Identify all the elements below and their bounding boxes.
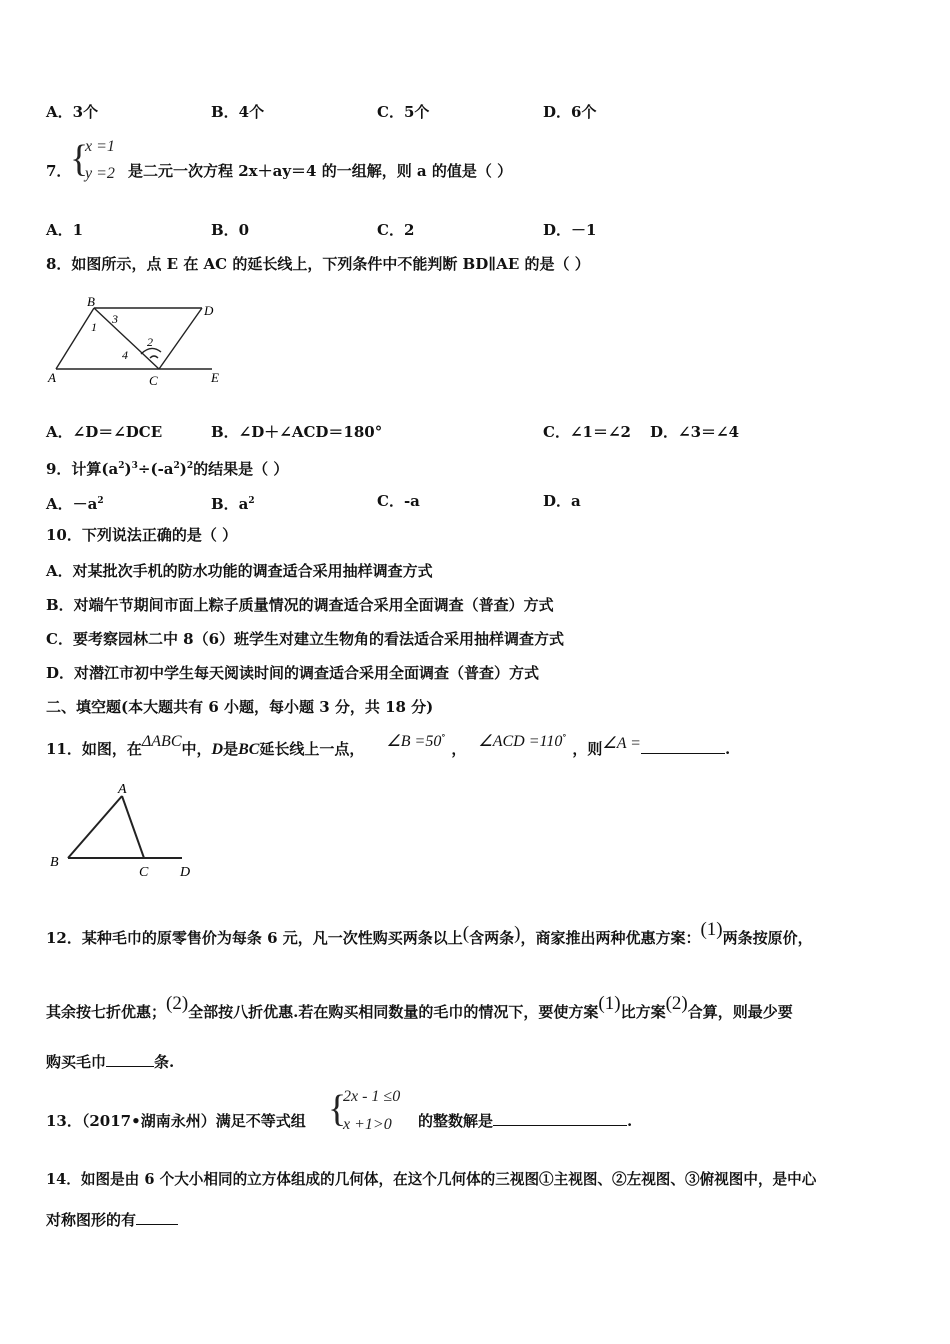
q9-sup4: 2 — [186, 461, 194, 471]
q8-label-2: 2 — [147, 335, 153, 349]
q10-option-b: B．对端午节期间市面上粽子质量情况的调查适合采用全面调查（普查）方式 — [46, 596, 554, 614]
q11-t2: 是 — [223, 740, 239, 758]
q11-t3: 延长线上一点， — [259, 740, 365, 758]
q13-text-label: 的整数解是 — [418, 1112, 494, 1130]
q9-sup1: 2 — [118, 461, 125, 471]
q6-option-c: C．5个 — [377, 103, 430, 121]
q12-scheme2-ref: (2) — [665, 993, 688, 1014]
q9-text-post: 的结果是（ ） — [193, 460, 289, 478]
q7-option-d: D．－1 — [543, 221, 597, 239]
q11-label-C: C — [139, 865, 149, 880]
q14-answer-blank[interactable] — [136, 1210, 178, 1225]
q14-line2 — [46, 1210, 178, 1230]
q9-mid1: ) — [124, 460, 132, 478]
q9-text-pre: 9．计算(a — [46, 460, 119, 478]
q7-option-c: C．2 — [377, 221, 415, 239]
q7-option-b: B．0 — [211, 221, 250, 239]
q14-line1: 14．如图是由 6 个大小相同的立方体组成的几何体，在这个几何体的三视图①主视图、②左视图、③俯视图中，是中心 — [46, 1171, 817, 1188]
q11-t1: 中， — [181, 740, 212, 758]
q11-deg2: ° — [562, 732, 567, 742]
q9-option-d: D．a — [543, 492, 581, 510]
q8-label-4: 4 — [122, 348, 128, 362]
q11-text — [46, 732, 731, 760]
q13-answer-blank[interactable] — [493, 1111, 627, 1126]
q9-mid3: ) — [179, 460, 187, 478]
q11-label-B: B — [50, 855, 59, 870]
q7-system-line1: x =1 — [85, 138, 115, 155]
q9-sup3: 2 — [173, 461, 180, 471]
q12-l3a: 购买毛巾 — [46, 1053, 107, 1071]
q12-paren-open: ( — [462, 923, 470, 944]
q9-option-b-sup: 2 — [248, 496, 255, 506]
q8-label-3: 3 — [112, 312, 118, 326]
q14-l2: 对称图形的有 — [46, 1211, 137, 1229]
q10-option-a: A．对某批次手机的防水功能的调查适合采用抽样调查方式 — [46, 562, 433, 580]
q8-label-E: E — [211, 370, 219, 385]
q12-l1d: 两条按原价， — [722, 929, 813, 947]
q12-scheme2-mark: (2) — [166, 993, 189, 1014]
q9-option-a-text: A．－a — [46, 495, 98, 513]
q9-mid2: ÷(-a — [137, 460, 174, 478]
q6-option-d: D．6个 — [543, 103, 597, 121]
q9-option-a — [46, 491, 104, 514]
q8-label-C: C — [149, 373, 158, 388]
q7-text: 是二元一次方程 2x＋ay＝4 的一组解，则 a 的值是（ ） — [128, 162, 513, 180]
q13-system-line2: x +1>0 — [343, 1116, 392, 1133]
q8-option-a: A．∠D＝∠DCE — [46, 423, 163, 441]
q12-line1 — [46, 919, 813, 948]
q7-option-a: A．1 — [46, 221, 84, 239]
q9-option-c: C．-a — [377, 492, 420, 510]
q12-l3b: 条. — [154, 1053, 175, 1071]
q12-line3 — [46, 1052, 174, 1072]
q11-label-A: A — [118, 782, 127, 797]
q12-paren-close: ) — [514, 923, 521, 944]
q11-num: 11．如图，在 — [46, 740, 142, 758]
q8-label-B: B — [87, 294, 95, 309]
q12-l1b: 含两条 — [469, 929, 515, 947]
q13-end: . — [627, 1112, 633, 1130]
q8-label-D: D — [204, 303, 214, 318]
section2-heading: 二、填空题(本大题共有 6 小题，每小题 3 分，共 18 分) — [46, 698, 434, 716]
q12-l1c: ，商家推出两种优惠方案： — [520, 929, 701, 947]
q8-label-1: 1 — [91, 320, 97, 334]
q11-angle-ACD: ∠ACD =110 — [478, 733, 563, 750]
q11-label-D: D — [180, 865, 191, 880]
q11-deg1: ° — [441, 732, 446, 742]
q7-system-line2: y =2 — [85, 165, 115, 182]
q9-option-b — [211, 491, 255, 514]
q12-l1a: 12．某种毛巾的原零售价为每条 6 元，凡一次性购买两条以上 — [46, 929, 463, 947]
q12-scheme1-ref: (1) — [598, 993, 621, 1014]
q12-l2a: 其余按七折优惠； — [46, 1003, 167, 1021]
q12-l2d: 合算，则最少要 — [687, 1003, 793, 1021]
q13-number: 13．（2017•湖南永州）满足不等式组 — [46, 1112, 306, 1130]
q12-answer-blank[interactable] — [106, 1052, 154, 1067]
q6-option-a: A．3个 — [46, 103, 99, 121]
q11-angle-B: ∠B =50 — [386, 733, 442, 750]
q10-option-c: C．要考察园林二中 8（6）班学生对建立生物角的看法适合采用抽样调查方式 — [46, 630, 565, 648]
q11-angle-A: ∠A = — [602, 735, 641, 752]
q11-answer-blank[interactable] — [641, 739, 725, 754]
q8-option-c: C．∠1＝∠2 — [543, 423, 631, 441]
q13-brace: { — [328, 1088, 347, 1130]
q11-t4: ，则 — [572, 740, 603, 758]
q8-figure — [44, 294, 234, 394]
q11-BC: BC — [238, 741, 260, 758]
q11-D: D — [211, 741, 224, 758]
q7-number: 7． — [46, 162, 72, 180]
q11-figure — [44, 778, 204, 886]
q12-line2 — [46, 993, 793, 1022]
q10-option-d: D．对潜江市初中学生每天阅读时间的调查适合采用全面调查（普查）方式 — [46, 664, 540, 682]
q9-text — [46, 456, 288, 479]
q13-system-line1: 2x - 1 ≤0 — [343, 1088, 401, 1105]
q12-scheme1-mark: (1) — [700, 919, 723, 940]
q13-text — [418, 1111, 632, 1131]
q8-option-b: B．∠D＋∠ACD＝180° — [211, 423, 383, 441]
q11-triangle: ΔABC — [141, 733, 182, 750]
q12-l2c: 比方案 — [620, 1003, 666, 1021]
q7-brace: { — [70, 138, 89, 180]
q8-option-d: D．∠3＝∠4 — [650, 423, 740, 441]
q9-option-a-sup: 2 — [97, 496, 104, 506]
q11-comma: ， — [451, 740, 467, 758]
q11-end: . — [724, 740, 731, 758]
q8-label-A: A — [48, 370, 56, 385]
q10-text: 10．下列说法正确的是（ ） — [46, 526, 238, 544]
q9-option-b-text: B．a — [211, 495, 249, 513]
q6-option-b: B．4个 — [211, 103, 265, 121]
q8-text: 8．如图所示，点 E 在 AC 的延长线上，下列条件中不能判断 BD∥AE 的是（ ） — [46, 255, 590, 273]
q12-l2b: 全部按八折优惠.若在购买相同数量的毛巾的情况下，要使方案 — [188, 1003, 599, 1021]
q9-sup2: 3 — [131, 461, 138, 471]
